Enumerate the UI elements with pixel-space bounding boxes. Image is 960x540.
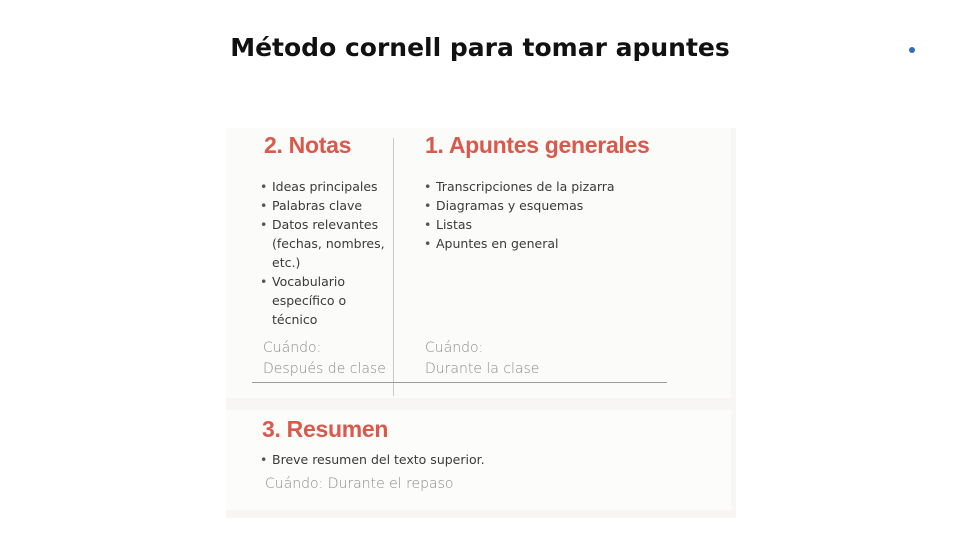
list-item: • Diagramas y esquemas [424, 196, 684, 215]
list-item: • Transcripciones de la pizarra [424, 177, 684, 196]
list-item: • Ideas principales [260, 177, 390, 196]
list-item: • Datos relevantes (fechas, nombres, etc.) [260, 215, 390, 272]
when-value: Después de clase [263, 361, 386, 377]
resumen-heading: 3. Resumen [262, 416, 389, 442]
notas-when [263, 338, 386, 380]
list-item: • Listas [424, 215, 684, 234]
list-item: • Palabras clave [260, 196, 390, 215]
cornell-notes-image [226, 128, 736, 518]
notas-list [260, 177, 390, 329]
list-item: • Breve resumen del texto superior. [260, 450, 560, 469]
vertical-divider [393, 138, 394, 396]
when-label: Cuándo: [425, 340, 484, 356]
horizontal-divider [252, 382, 667, 383]
slide-title: Método cornell para tomar apuntes [230, 33, 730, 62]
apuntes-heading: 1. Apuntes generales [425, 132, 650, 158]
apuntes-when [425, 338, 539, 380]
accent-dot [909, 47, 915, 53]
resumen-when: Cuándo: Durante el repaso [265, 476, 454, 492]
resumen-list [260, 450, 560, 469]
when-label: Cuándo: [263, 340, 322, 356]
when-value: Durante la clase [425, 361, 540, 377]
list-item: • Vocabulario específico o técnico [260, 272, 390, 329]
apuntes-list [424, 177, 684, 253]
notas-heading: 2. Notas [264, 132, 352, 158]
list-item: • Apuntes en general [424, 234, 684, 253]
